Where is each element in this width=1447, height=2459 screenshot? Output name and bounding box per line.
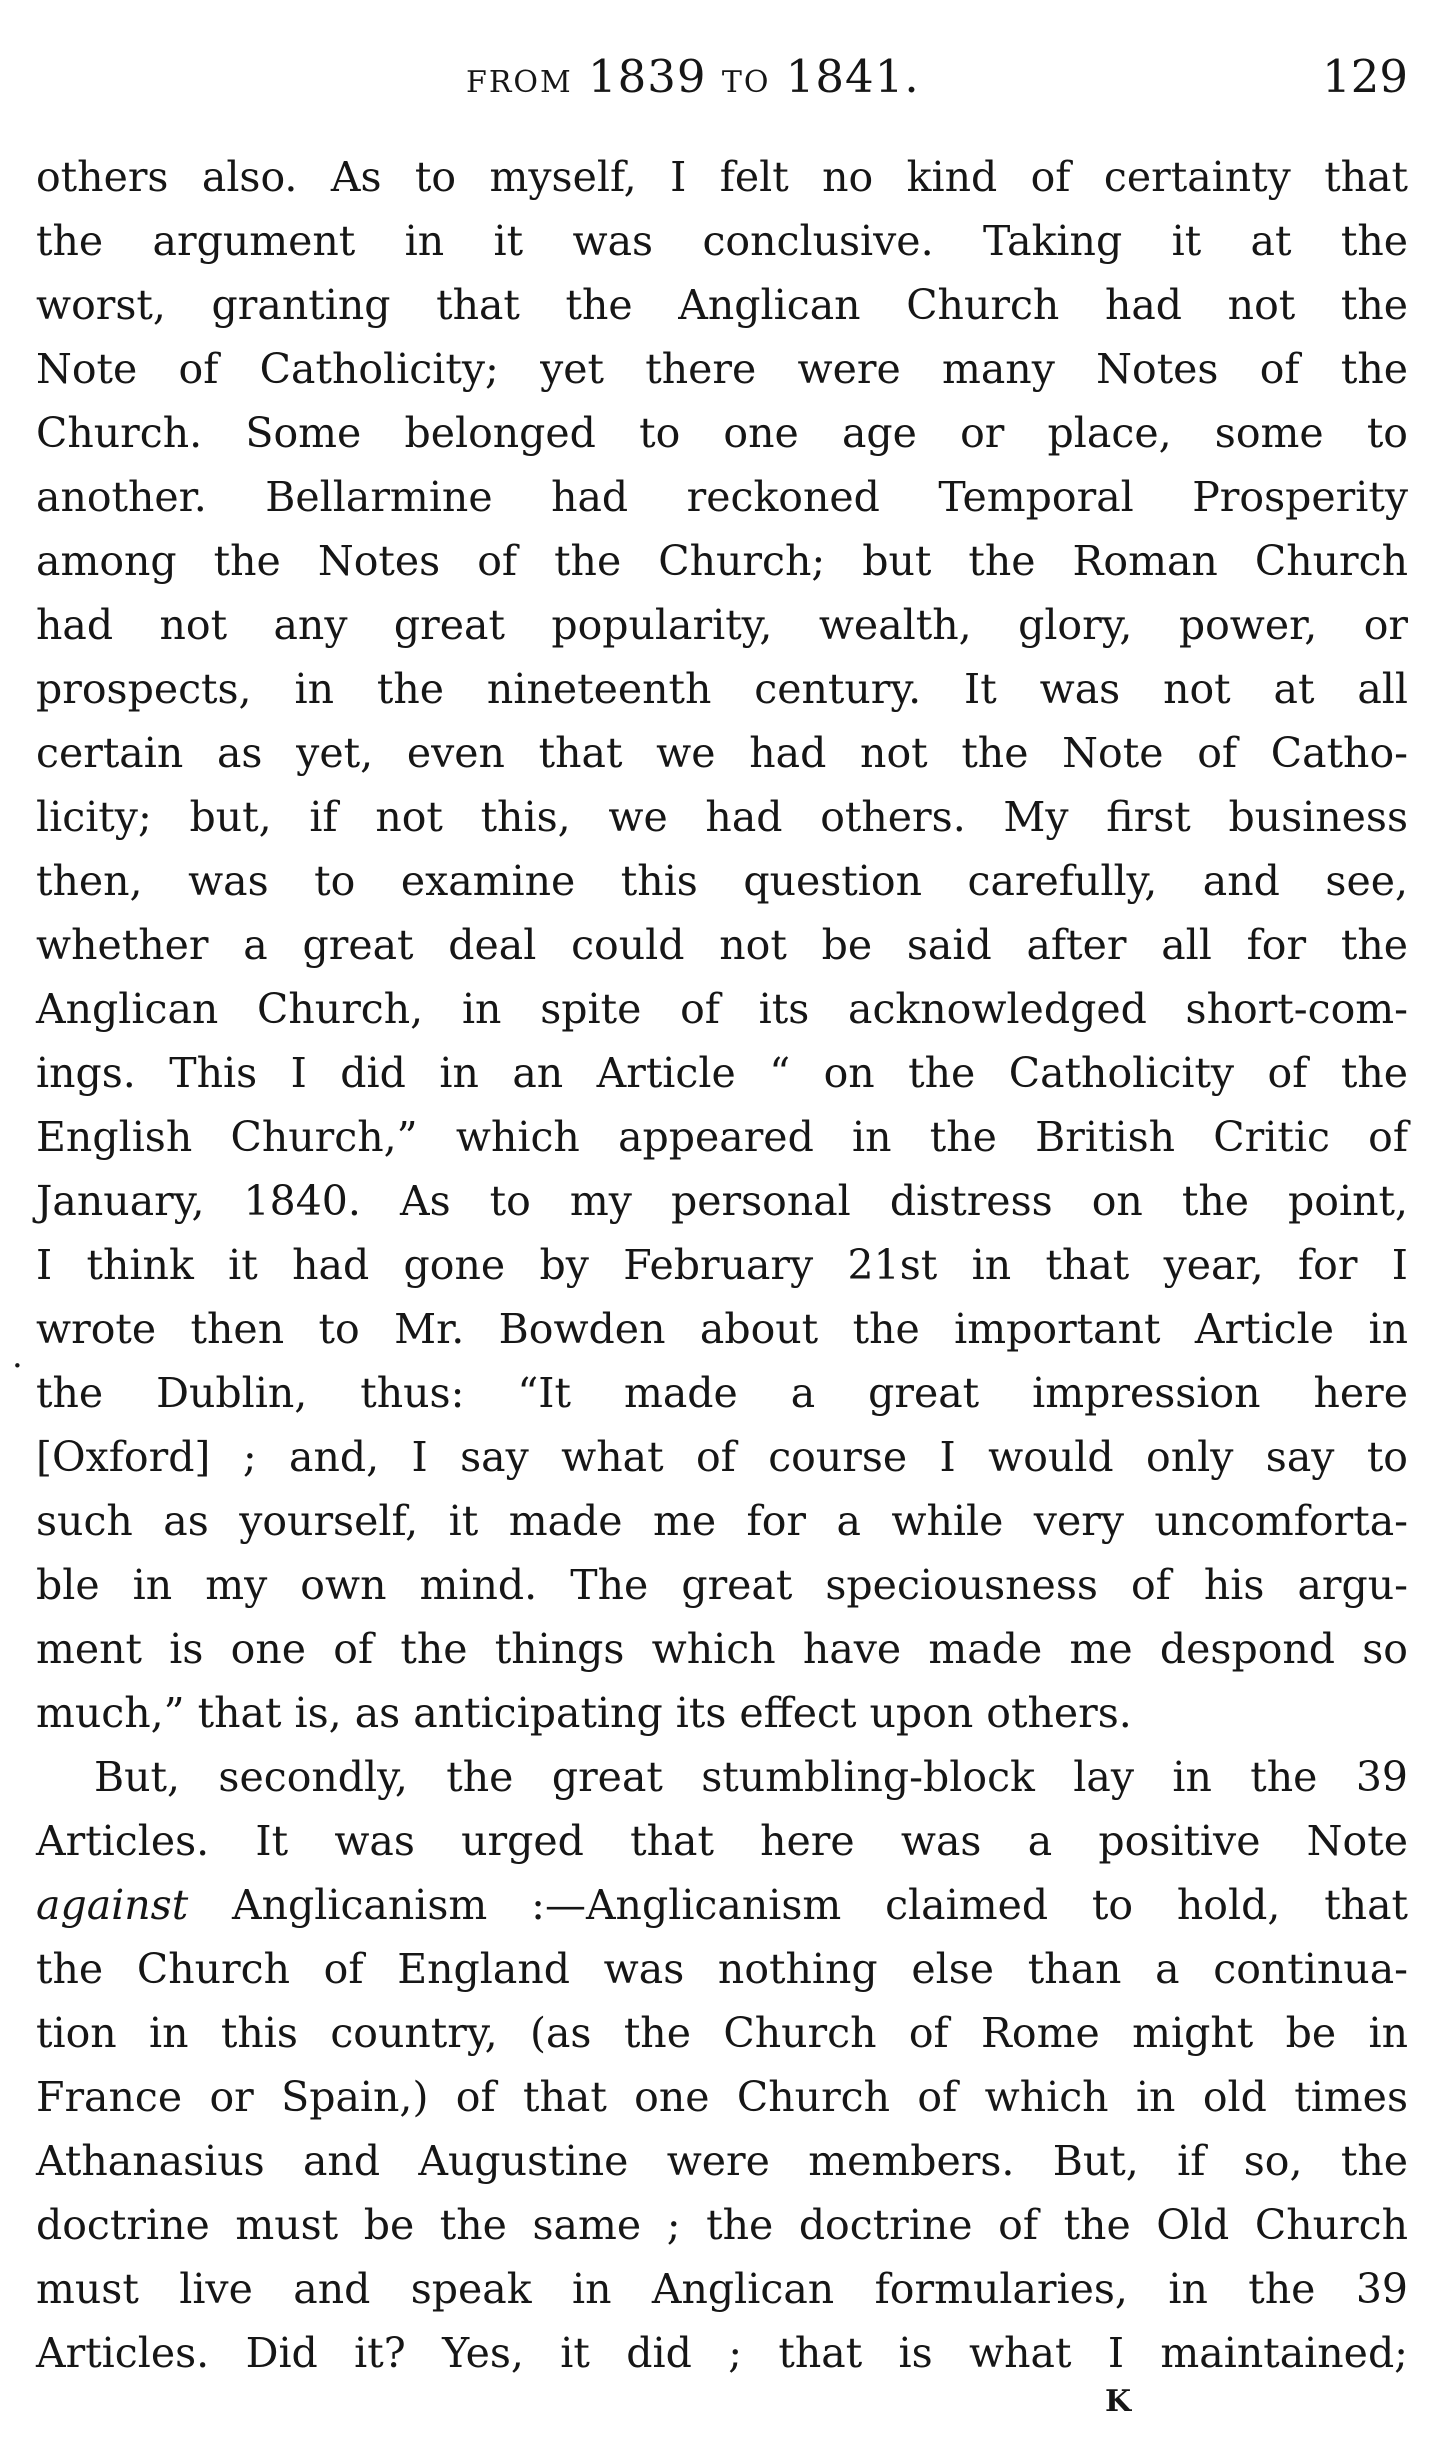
text-line: prospects, in the nineteenth century. It was not at all [36, 665, 1408, 713]
text-line: licity; but, if not this, we had others. My first business [36, 793, 1408, 841]
signature-mark: K [1104, 2384, 1132, 2419]
running-title-prefix: FROM [466, 65, 573, 100]
text-line: had not any great popularity, wealth, glory, power, or [36, 601, 1408, 649]
text-line: much,” that is, as anticipating its effect upon others. [36, 1689, 1132, 1737]
text-line: ment is one of the things which have made me despond so [36, 1625, 1408, 1673]
text-line: I think it had gone by February 21st in that year, for I [36, 1241, 1408, 1289]
text-line: the Dublin, thus: “It made a great impression here [36, 1369, 1408, 1417]
text-line: the argument in it was conclusive. Taking it at the [36, 217, 1408, 265]
text-line: January, 1840. As to my personal distress on the point, [36, 1177, 1408, 1225]
text-line: certain as yet, even that we had not the Note of Catho- [36, 729, 1408, 777]
text-line: Church. Some belonged to one age or place, some to [36, 409, 1408, 457]
running-title-year-end: 1841. [785, 50, 920, 103]
text-line: ble in my own mind. The great speciousness of his argu- [36, 1561, 1408, 1609]
margin-dot: · [12, 1346, 23, 1386]
text-line: worst, granting that the Anglican Church had not the [36, 281, 1408, 329]
text-line-with-italic [36, 1873, 1408, 1937]
text-line: Note of Catholicity; yet there were many Notes of the [36, 345, 1408, 393]
text-line: tion in this country, (as the Church of Rome might be in [36, 2009, 1408, 2057]
page-header [36, 42, 1408, 112]
text-line: France or Spain,) of that one Church of which in old times [36, 2073, 1408, 2121]
text-line: then, was to examine this question carefully, and see, [36, 857, 1408, 905]
text-line: others also. As to myself, I felt no kind of certainty that [36, 153, 1408, 201]
text-line: English Church,” which appeared in the British Critic of [36, 1113, 1408, 1161]
running-title [466, 42, 1116, 118]
running-title-mid: TO [721, 65, 771, 100]
running-title-year-start: 1839 [588, 50, 707, 103]
text-line: [Oxford] ; and, I say what of course I would only say to [36, 1433, 1408, 1481]
text-line: such as yourself, it made me for a while very uncomforta- [36, 1497, 1408, 1545]
text-line: ings. This I did in an Article “ on the Catholicity of the [36, 1049, 1408, 1097]
body-text [36, 145, 1408, 2385]
text-line: whether a great deal could not be said after all for the [36, 921, 1408, 969]
text-line: Anglican Church, in spite of its acknowledged short-com- [36, 985, 1408, 1033]
text-line: among the Notes of the Church; but the Roman Church [36, 537, 1408, 585]
text-line: must live and speak in Anglican formularies, in the 39 [36, 2265, 1408, 2313]
text-line: Athanasius and Augustine were members. But, if so, the [36, 2137, 1408, 2185]
text-line: But, secondly, the great stumbling-block lay in the 39 [94, 1753, 1408, 1801]
page-number: 129 [1322, 50, 1408, 103]
italic-word: against [36, 1881, 189, 1929]
text-line: another. Bellarmine had reckoned Temporal Prosperity [36, 473, 1408, 521]
line-remainder: Anglicanism :—Anglicanism claimed to hold, that [188, 1881, 1408, 1929]
text-line: wrote then to Mr. Bowden about the important Article in [36, 1305, 1408, 1353]
text-line: the Church of England was nothing else than a continua- [36, 1945, 1408, 1993]
text-line: doctrine must be the same ; the doctrine of the Old Church [36, 2201, 1408, 2249]
text-line: Articles. It was urged that here was a positive Note [36, 1817, 1408, 1865]
text-line: Articles. Did it? Yes, it did ; that is what I maintained; [36, 2329, 1408, 2377]
